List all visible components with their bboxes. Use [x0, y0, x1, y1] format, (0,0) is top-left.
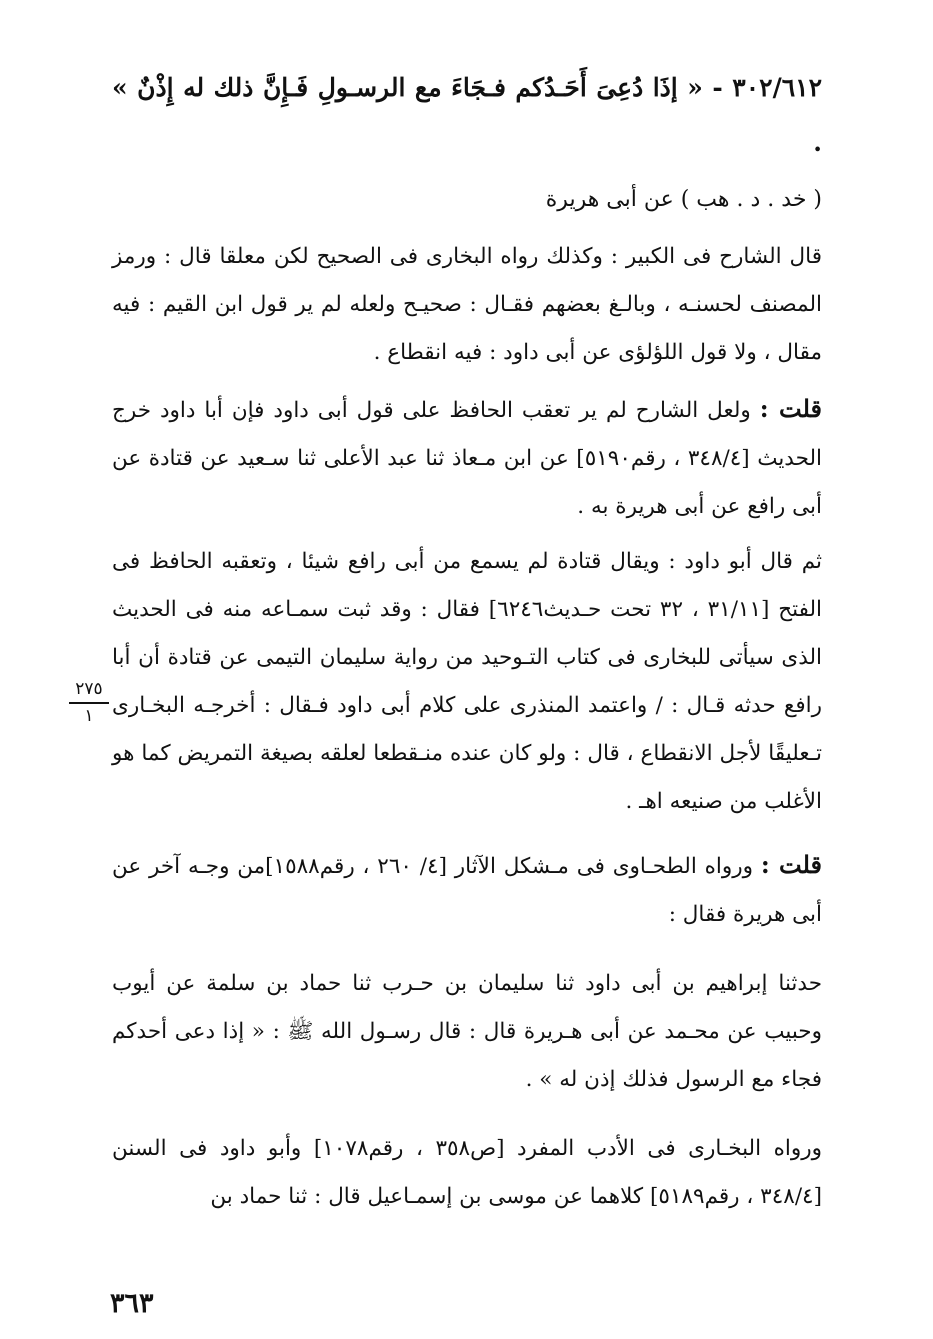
margin-folio-divider	[69, 702, 109, 704]
paragraph-text: قال الشارح فى الكبير : وكذلك رواه البخارى فى الصحيح لكن معلقا قال : ورمز المصنف لحسنـه ، وبالـغ بعضهم فقـال : صحيـح ولعله لم ير قول ابن القيم : فيه مقال ، ولا قول اللؤلؤى عن أبى داود : فيه انقطاع .	[112, 244, 822, 365]
paragraph-commentary-5	[112, 960, 822, 1104]
paragraph-lead-word: قلت :	[759, 394, 822, 423]
paragraph-text: ورواه الطحـاوى فى مـشكل الآثار [٤/ ٢٦٠ ، رقم١٥٨٨]من وجـه آخر عن أبى هريرة فقال :	[112, 854, 822, 927]
paragraph-commentary-1	[112, 233, 822, 377]
margin-folio-bottom: ١	[84, 706, 94, 726]
hadith-heading	[112, 60, 822, 170]
paragraph-text: ثم قال أبو داود : ويقال قتادة لم يسمع من أبى رافع شيئا ، وتعقبه الحافظ فى الفتح [٣١/١١ ، ٣٢ تحت حـديث٦٢٤٦] فقال : وقد ثبت سمـاعه منه فى الحديث الذى سيأتى للبخارى فى كتاب التـوحيد من رواية سليمان التيمى عن قتادة أن أبا رافع حدثه قـال : / واعتمد المنذرى على كلام أبى داود فـقال : أخرجـه البخـارى تـعليقًا لأجل الانقطاع ، قال : ولو كان عنده منـقطعا لعلقه بصيغة التمريض كما هو الأغلب من صنيعه اهـ .	[112, 549, 822, 814]
paragraph-text: ورواه البخـارى فى الأدب المفرد [ص٣٥٨ ، رقم١٠٧٨] وأبو داود فى السنن [٣٤٨/٤ ، رقم٥١٨٩] كلاهما عن موسى بن إسمـاعيل قال : ثنا حماد بن	[112, 1136, 823, 1209]
hadith-source	[112, 180, 822, 220]
margin-folio-top: ٢٧٥	[75, 679, 103, 699]
paragraph-commentary-3	[112, 538, 822, 826]
paragraph-lead-word: قلت :	[760, 850, 823, 879]
paragraph-commentary-2	[112, 385, 822, 531]
page-number: ٣٦٣	[110, 1288, 154, 1319]
paragraph-text: حدثنا إبراهيم بن أبى داود ثنا سليمان بن حـرب ثنا حماد بن سلمة عن أيوب وحبيب عن محـمد عن أبى هـريرة قال : قال رسـول الله ﷺ : « إذا دعى أحدكم فجاء مع الرسول فذلك إذن له » .	[112, 971, 822, 1092]
paragraph-commentary-4	[112, 841, 822, 939]
source-text: ( خد . د . هب ) عن أبى هريرة	[545, 187, 822, 212]
margin-folio-reference	[66, 680, 112, 725]
paragraph-text: ولعل الشارح لم ير تعقب الحافظ على قول أبى داود فإن أبا داود خرج الحديث [٣٤٨/٤ ، رقم٥١٩٠] عن ابن مـعاذ ثنا عبد الأعلى ثنا سـعيد عن قتادة عن أبى رافع عن أبى هريرة به .	[112, 398, 822, 519]
paragraph-commentary-6	[112, 1125, 822, 1221]
hadith-text: ٣٠٢/٦١٢ - « إذَا دُعِىَ أَحَـدُكم فـجَاءَ مع الرسـولِ فَـإِنَّ ذلك له إِذْنٌ » .	[112, 73, 822, 157]
